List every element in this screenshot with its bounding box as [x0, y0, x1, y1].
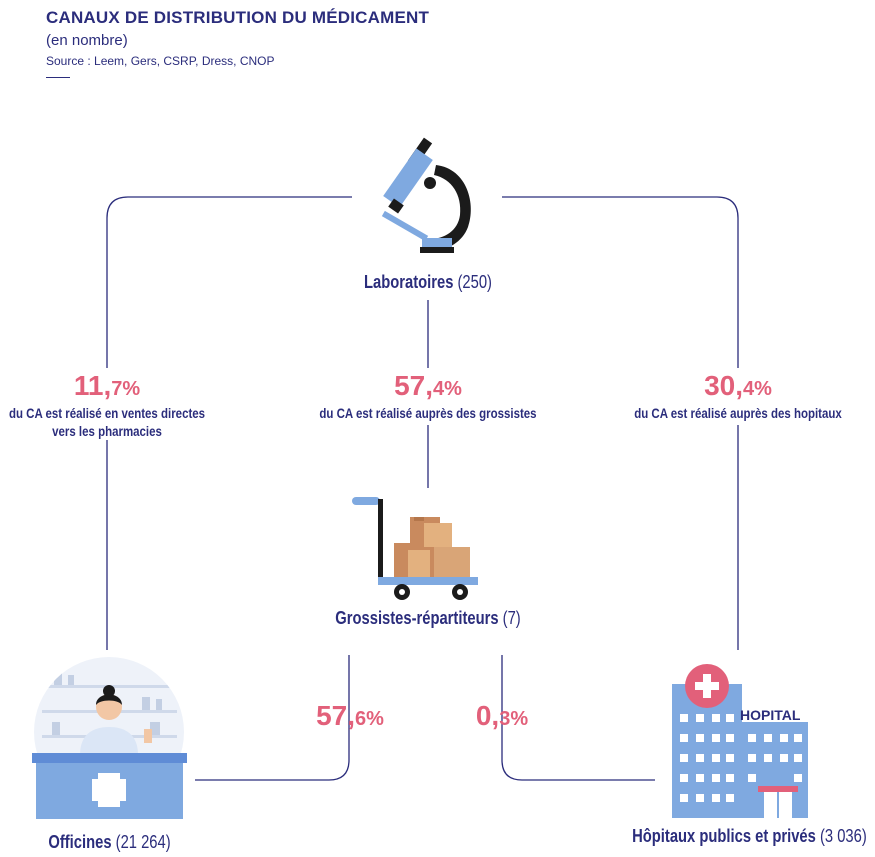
flow-labo-hopitaux-percent — [678, 370, 798, 402]
pharmacist-icon — [32, 655, 187, 820]
flow-grossistes-officines-percent — [295, 700, 405, 732]
node-grossistes-count: (7) — [502, 608, 521, 628]
flow-labo-hopitaux-dec: 4% — [743, 378, 772, 400]
node-laboratoires-count: (250) — [457, 272, 492, 292]
flow-labo-grossistes-desc — [313, 404, 543, 422]
node-officines — [38, 832, 182, 853]
line-labo-officines — [107, 197, 352, 368]
node-officines-count: (21 264) — [115, 832, 171, 852]
flow-labo-officines-int: 11, — [73, 370, 112, 401]
node-officines-name: Officines — [48, 832, 112, 852]
node-laboratoires — [346, 272, 510, 293]
flow-labo-hopitaux-int: 30, — [704, 370, 744, 401]
node-hopitaux — [632, 826, 867, 847]
hospital-sign: HOPITAL — [740, 707, 801, 723]
node-laboratoires-name: Laboratoires — [364, 272, 454, 292]
flow-labo-grossistes-dec: 4% — [433, 378, 462, 400]
flow-grossistes-officines-int: 57, — [316, 700, 356, 731]
microscope-icon — [372, 135, 482, 260]
page-title: CANAUX DE DISTRIBUTION DU MÉDICAMENT — [46, 8, 430, 27]
flow-labo-grossistes-desc-1: du CA est réalisé auprès des grossistes — [319, 405, 537, 421]
flow-labo-officines-desc-2: vers les pharmacies — [52, 423, 162, 439]
node-hopitaux-name: Hôpitaux publics et privés — [632, 826, 816, 846]
flow-labo-officines-desc — [5, 404, 210, 440]
flow-grossistes-officines-dec: 6% — [355, 708, 384, 730]
flow-labo-hopitaux-desc — [627, 404, 848, 422]
flow-labo-hopitaux-desc-1: du CA est réalisé auprès des hopitaux — [634, 405, 842, 421]
flow-labo-grossistes-percent — [368, 370, 488, 402]
source-note: Source : Leem, Gers, CSRP, Dress, CNOP — [46, 54, 275, 68]
node-hopitaux-count: (3 036) — [819, 826, 867, 846]
page-subtitle: (en nombre) — [46, 32, 128, 49]
flow-labo-grossistes-int: 57, — [394, 370, 434, 401]
line-labo-hopitaux — [502, 197, 738, 368]
flow-grossistes-hopitaux-dec: 3% — [499, 708, 529, 730]
flow-grossistes-hopitaux-int: 0, — [475, 700, 500, 731]
hospital-icon — [668, 662, 813, 822]
flow-labo-officines-percent — [47, 370, 167, 402]
node-grossistes-name: Grossistes-répartiteurs — [335, 608, 499, 628]
trolley-boxes-icon — [348, 495, 483, 605]
node-grossistes — [321, 608, 534, 629]
flow-grossistes-hopitaux-percent — [452, 700, 552, 732]
flow-labo-officines-desc-1: du CA est réalisé en ventes directes — [8, 405, 206, 421]
flow-labo-officines-dec: 7% — [111, 378, 141, 400]
